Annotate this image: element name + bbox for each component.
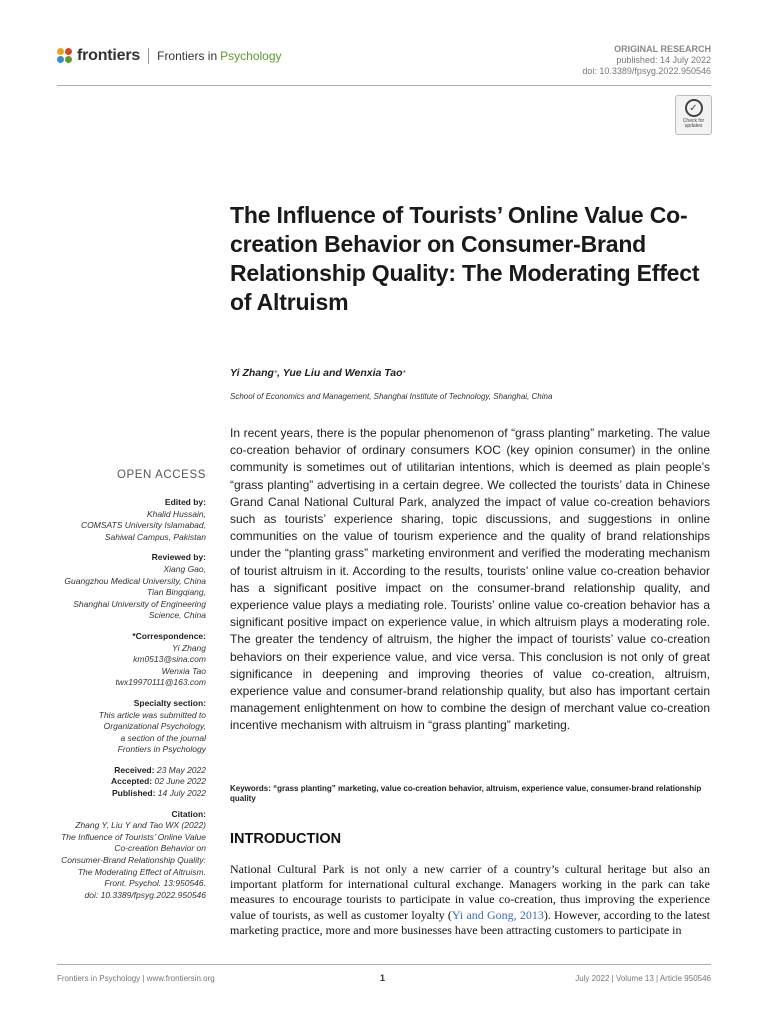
author-name[interactable]: Yue Liu (282, 367, 321, 379)
reviewer-line: Shanghai University of Engineering (73, 598, 206, 609)
page-number: 1 (380, 973, 386, 983)
citation-line: Front. Psychol. 13:950546. (104, 878, 206, 889)
check-updates-label: Check for updates (682, 118, 705, 129)
corresponding-mark: * (273, 369, 278, 378)
correspondence-line: Yi Zhang (172, 642, 206, 653)
received-value: 23 May 2022 (156, 764, 206, 775)
check-updates-icon: ✓ (685, 99, 703, 117)
correspondence-email[interactable]: twx19970111@163.com (115, 677, 206, 688)
published-date-sidebar (36, 788, 206, 800)
correspondence-label: *Correspondence: (132, 630, 206, 641)
citation-line: Zhang Y, Liu Y and Tao WX (2022) (75, 820, 206, 831)
corresponding-mark: * (402, 369, 406, 378)
accepted-label: Accepted: (111, 776, 153, 787)
correspondence-email[interactable]: km0513@sina.com (133, 654, 206, 665)
article-meta (582, 44, 711, 77)
intro-text-part: ). However, according to the latest marketing practice, more and more businesses have been attracting customers to participate in (230, 907, 710, 937)
reviewer-line: Guangzhou Medical University, China (64, 575, 206, 586)
article-type: ORIGINAL RESEARCH (614, 44, 711, 54)
author-name[interactable]: Wenxia Tao (344, 367, 403, 379)
specialty-line: Frontiers in Psychology (117, 744, 206, 755)
author-separator: and (320, 367, 345, 379)
reviewer-line: Science, China (148, 610, 206, 621)
specialty-line: This article was submitted to (98, 709, 206, 720)
brand-name: frontiers (77, 47, 141, 64)
reviewer-line[interactable]: Tian Bingqiang, (147, 587, 206, 598)
frontiers-logo[interactable] (57, 47, 282, 65)
published-label: Published: (111, 788, 156, 799)
header-divider (57, 85, 711, 86)
introduction-paragraph (230, 862, 710, 938)
published-date: published: 14 July 2022 (616, 55, 711, 65)
article-info-sidebar (36, 497, 206, 901)
citation-link[interactable]: Yi and Gong, 2013 (451, 907, 544, 922)
affiliation: School of Economics and Management, Shanghai Institute of Technology, Shanghai, China (230, 392, 553, 401)
accepted-value: 02 June 2022 (154, 776, 206, 787)
footer-divider (57, 964, 711, 965)
journal-prefix: Frontiers in (157, 49, 218, 63)
open-access-label: OPEN ACCESS (116, 469, 206, 481)
abstract: In recent years, there is the popular phenomenon of “grass planting” marketing. The value co-creation behavior of ordinary consumers KOC (key opinion consumer) in the online community is sometimes out of utilitarian intentions, which is deemed as plain people’s “grass planting” advertising in a certain degree. We collected the tourists’ data in Chinese Grand Canal National Cultural Park, analyzed the impact of value co-creation behaviors such as tourists’ experience sharing, topic discussions, and suggestions in online communities on the value of tourism experience and the quality of brand relationships under the “planting grass” marketing environment and verified the moderating mechanism of tourist altruism in it. According to the results, tourists’ online value co-creation behavior has a significant positive impact on the consumer-brand relationship quality, and experience value plays a mediating role. Tourists’ online value co-creation behavior has a significant positive impact on experience value, in which altruism plays a moderating role. The greater the tendency of altruism, the higher the impact of tourists’ value co-creation behaviors on their experience value, and vice versa. This conclusion is not only of great significance in deepening and improving theories of value co-creation, altruism, experience value and consumer-brand relationship quality, but also has important certain management enlightenment on how to combine the design of merchant value co-creation incentive mechanism with altruism in “grass planting” marketing. (230, 426, 710, 733)
citation-doi[interactable]: doi: 10.3389/fpsyg.2022.950546 (84, 889, 206, 900)
citation-line: Consumer-Brand Relationship Quality: (61, 855, 206, 866)
received-label: Received: (114, 764, 155, 775)
author-list (230, 367, 406, 379)
footer-issue-info: July 2022 | Volume 13 | Article 950546 (575, 974, 711, 983)
specialty-line: Organizational Psychology, (103, 721, 206, 732)
editor-line[interactable]: Khalid Hussain, (146, 508, 206, 519)
footer-journal-link[interactable]: Frontiers in Psychology | www.frontiersin.org (57, 974, 215, 983)
edited-by-label: Edited by: (164, 497, 206, 507)
author-separator: , (277, 367, 283, 379)
intro-text-part: National Cultural Park is not only a new carrier of a country’s cultural heritage but also an important platform for international cultural exchange. Managers working in the park can take measures to encourage tourists to participate in value co-creation, thus improving the experience value of tourists, as well as customer loyalty ( (230, 862, 710, 922)
published-value: 14 July 2022 (157, 788, 206, 799)
reviewer-line[interactable]: Xiang Gao, (163, 563, 206, 574)
reviewed-by-label: Reviewed by: (151, 552, 206, 563)
article-doi[interactable]: doi: 10.3389/fpsyg.2022.950546 (582, 66, 711, 76)
check-for-updates-badge[interactable] (675, 95, 712, 135)
editor-line: COMSATS University Islamabad, (80, 520, 206, 531)
citation-line: The Influence of Tourists’ Online Value (61, 831, 206, 842)
correspondence-line: Wenxia Tao (161, 665, 206, 676)
section-heading-introduction: INTRODUCTION (230, 831, 342, 847)
received-date (36, 765, 206, 777)
journal-name: Psychology (220, 49, 282, 63)
logo-divider (148, 48, 149, 64)
editor-line: Sahiwal Campus, Pakistan (104, 531, 206, 542)
keywords: Keywords: “grass planting” marketing, value co-creation behavior, altruism, experience value, consumer-brand relationship quality (230, 784, 702, 803)
citation-line: The Moderating Effect of Altruism. (77, 866, 206, 877)
accepted-date (36, 776, 206, 788)
frontiers-logo-icon (57, 48, 73, 64)
article-title: The Influence of Tourists’ Online Value Co-creation Behavior on Consumer-Brand Relationship Quality: The Moderating Effect of Altruism (230, 202, 700, 315)
specialty-label: Specialty section: (133, 697, 206, 708)
citation-line: Co-creation Behavior on (114, 843, 206, 854)
author-name[interactable]: Yi Zhang (230, 367, 274, 379)
citation-label: Citation: (171, 808, 206, 819)
specialty-line: a section of the journal (120, 732, 206, 743)
